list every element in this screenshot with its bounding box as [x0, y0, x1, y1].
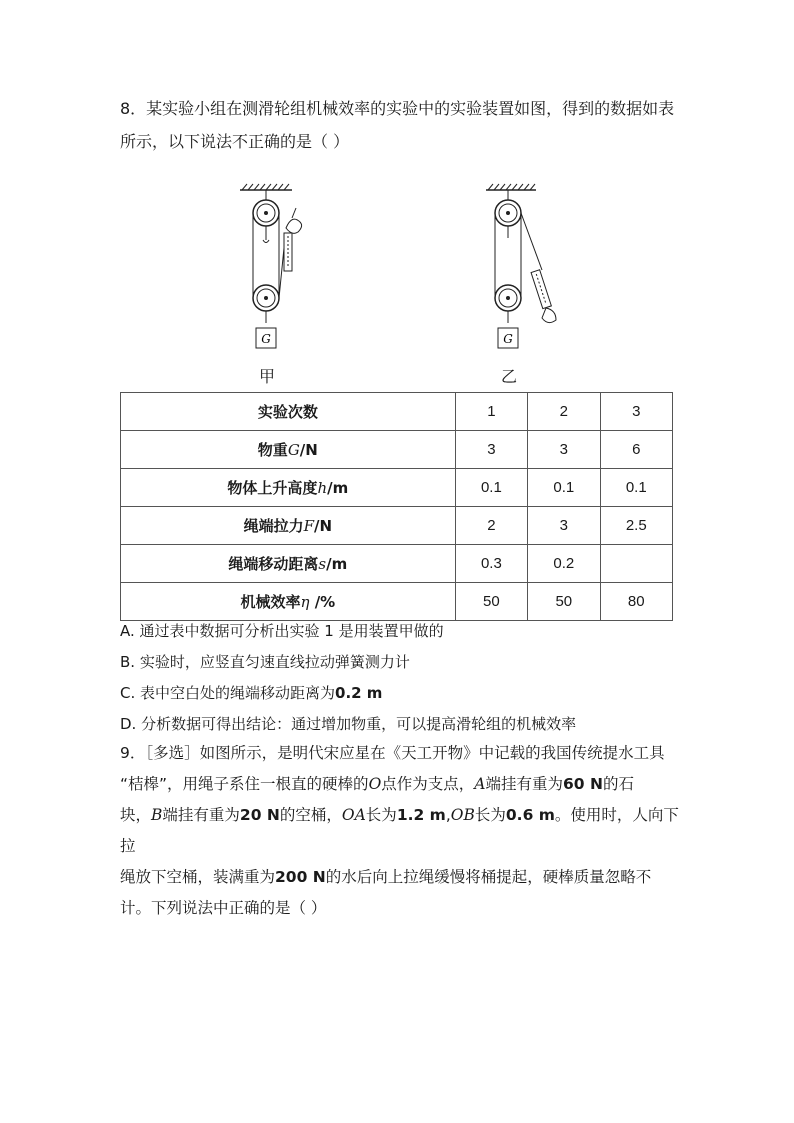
row-header-label: 实验次数 [257, 403, 318, 421]
question-8-stem [120, 92, 680, 158]
row-header-unit: /N [314, 517, 333, 535]
question-9-stem [120, 738, 680, 924]
experiment-data-table [120, 392, 673, 621]
weight-label-jia: G [261, 332, 271, 346]
q9-text: 端挂有重为 [485, 775, 564, 793]
table-cell: 50 [528, 583, 600, 621]
table-cell: 0.1 [455, 469, 527, 507]
q9-text: 块， [120, 806, 152, 824]
weight-label-yi: G [503, 332, 513, 346]
row-header [121, 431, 456, 469]
q9-text: 绳放下空桶，装满重为 [120, 868, 276, 886]
water-weight: 200 N [275, 868, 326, 886]
segment-oa: OA [341, 806, 366, 824]
q9-text: 端挂有重为 [162, 806, 240, 824]
table-cell: 1 [455, 393, 527, 431]
pulley-diagram-jia [230, 178, 320, 358]
table-cell: 0.3 [455, 545, 527, 583]
row-header-symbol: G [287, 441, 300, 459]
figure-label-jia: 甲 [258, 367, 275, 386]
table-cell: 0.2 [528, 545, 600, 583]
table-cell [600, 545, 672, 583]
table-row [121, 469, 673, 507]
table-cell: 0.1 [528, 469, 600, 507]
table-cell: 3 [600, 393, 672, 431]
q9-text: 。使用时，人向下拉 [120, 806, 679, 855]
q9-text: 的石 [602, 775, 634, 793]
figure-label-yi: 乙 [500, 367, 517, 386]
question-8-text: 8．某实验小组在测滑轮组机械效率的实验中的实验装置如图，得到的数据如表所示，以下说法不正确的是（ ） [120, 99, 675, 151]
table-cell: 3 [455, 431, 527, 469]
q9-line-2 [120, 769, 680, 800]
table-row [121, 545, 673, 583]
row-header [121, 393, 456, 431]
q9-text: , [445, 806, 451, 824]
row-header-label: 机械效率 [240, 593, 301, 611]
table-cell: 0.1 [600, 469, 672, 507]
row-header [121, 507, 456, 545]
row-header-symbol: η [300, 593, 310, 611]
q9-text: 长为 [474, 806, 506, 824]
table-cell: 3 [528, 431, 600, 469]
row-header-unit: /N [299, 441, 318, 459]
option-c [120, 678, 680, 709]
q9-line-5: 计。下列说法中正确的是（ ） [120, 899, 327, 917]
q9-text: 的空桶， [279, 806, 342, 824]
table-cell: 2 [528, 393, 600, 431]
table-row [121, 507, 673, 545]
segment-ob: OB [450, 806, 475, 824]
point-b: B [151, 806, 163, 824]
q9-line-3 [120, 800, 680, 862]
table-cell: 50 [455, 583, 527, 621]
table-cell: 2.5 [600, 507, 672, 545]
row-header-symbol: s [318, 555, 327, 573]
row-header [121, 545, 456, 583]
oa-length: 1.2 m [396, 806, 446, 824]
point-o: O [368, 775, 382, 793]
row-header-symbol: h [317, 479, 328, 497]
stone-weight: 60 N [563, 775, 603, 793]
pulley-figures [200, 178, 600, 388]
table-cell: 3 [528, 507, 600, 545]
row-header-unit: /m [327, 479, 349, 497]
table-cell: 2 [455, 507, 527, 545]
table-row [121, 393, 673, 431]
row-header-label: 物体上升高度 [227, 479, 318, 497]
row-header [121, 583, 456, 621]
table-cell: 6 [600, 431, 672, 469]
option-b: B. 实验时，应竖直匀速直线拉动弹簧测力计 [120, 653, 410, 671]
option-c-text: C. 表中空白处的绳端移动距离为 [120, 684, 336, 702]
row-header-label: 绳端拉力 [243, 517, 304, 535]
q9-line-1: 9．［多选］如图所示，是明代宋应星在《天工开物》中记载的我国传统提水工具 [120, 744, 665, 762]
figure-jia [230, 178, 320, 386]
row-header-label: 绳端移动距离 [228, 555, 319, 573]
option-d: D. 分析数据可得出结论：通过增加物重，可以提高滑轮组的机械效率 [120, 715, 577, 733]
figure-yi [480, 178, 570, 386]
row-header-symbol: F [303, 517, 315, 535]
q9-text: 长为 [365, 806, 397, 824]
q9-text: “桔槔”，用绳子系住一根直的硬棒的 [120, 775, 369, 793]
bucket-weight: 20 N [239, 806, 280, 824]
q9-text: 的水后向上拉绳缓慢将桶提起，硬棒质量忽略不 [325, 868, 652, 886]
pulley-diagram-yi [480, 178, 570, 358]
table-row [121, 431, 673, 469]
q9-line-4 [120, 862, 680, 893]
table-row [121, 583, 673, 621]
row-header-label: 物重 [257, 441, 288, 459]
option-a: A. 通过表中数据可分析出实验 1 是用装置甲做的 [120, 622, 444, 640]
row-header-unit: /% [309, 593, 336, 611]
q9-text: 点作为支点， [381, 775, 475, 793]
point-a: A [474, 775, 486, 793]
row-header [121, 469, 456, 507]
ob-length: 0.6 m [505, 806, 555, 824]
option-c-value: 0.2 m [335, 684, 383, 702]
question-8-options [120, 616, 680, 740]
row-header-unit: /m [326, 555, 348, 573]
table-cell: 80 [600, 583, 672, 621]
